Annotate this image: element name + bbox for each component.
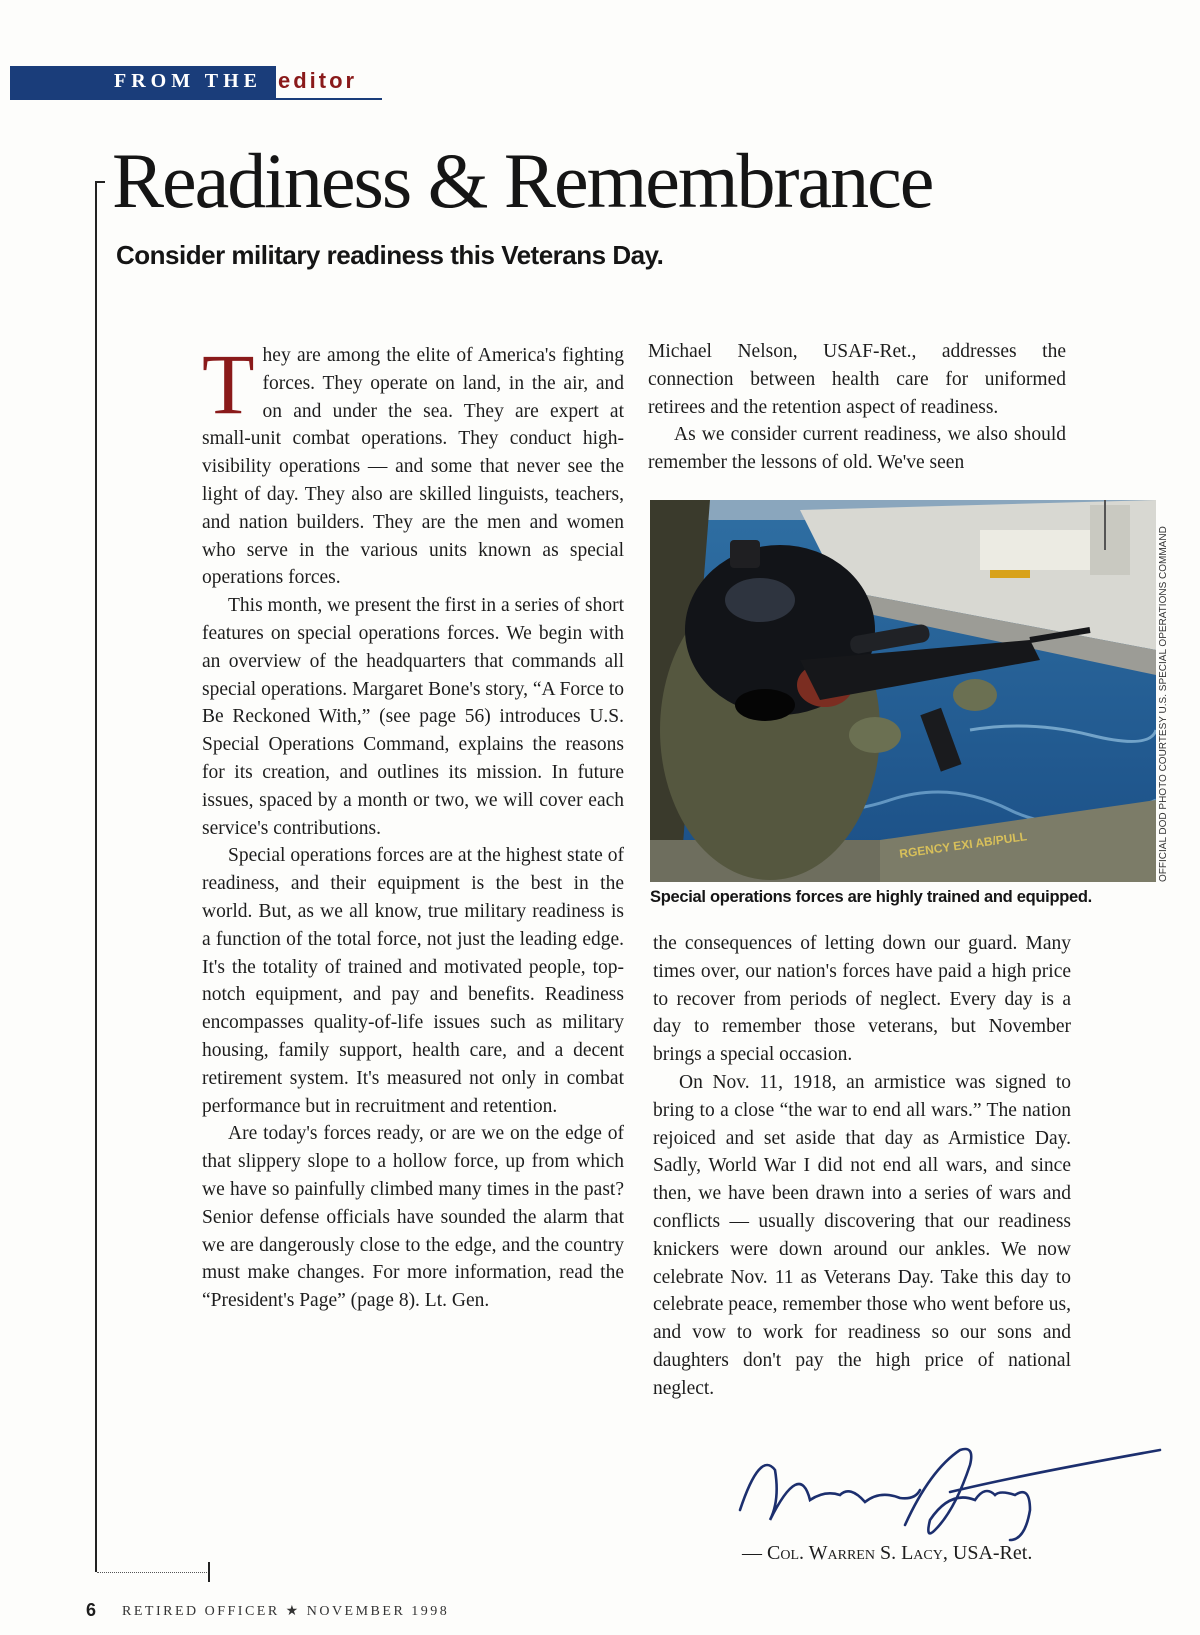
- paragraph: the consequences of letting down our guard. Many times over, our nation's forces have paid a high price to recover from periods of neglect. Every day is a day to remember those veterans, but November brings a special occasion.: [653, 933, 1071, 1066]
- article-subtitle: Consider military readiness this Veterans Day.: [116, 240, 664, 270]
- section-kicker-right: editor: [278, 68, 358, 93]
- paragraph: [202, 336, 624, 592]
- paragraph: Michael Nelson, USAF-Ret., addresses the connection between health care for uniformed retirees and the retention aspect of readiness.: [648, 341, 1066, 418]
- paragraph: As we consider current readiness, we also should remember the lessons of old. We've seen: [648, 424, 1066, 474]
- byline-name: Col. Warren S. Lacy: [767, 1542, 943, 1564]
- paragraph: This month, we present the first in a series of short features on special operations forces. We begin with an overview of the headquarters that commands all special operations. Margaret Bone's story, “A Force to Be Reckoned With,” (see page 56) introduces U.S. Special Operations Command, explains the reasons for its creation, and outlines its mission. In future issues, spaced by a month or two, we will cover each service's contributions.: [202, 595, 624, 839]
- handwritten-signature: [730, 1430, 1170, 1550]
- drop-cap: T: [202, 336, 255, 432]
- article-photo: [650, 500, 1156, 882]
- soldier-ship-illustration: [650, 500, 1156, 882]
- section-kicker-bar: [10, 66, 276, 98]
- paragraph: On Nov. 11, 1918, an armistice was signed to bring to a close “the war to end all wars.” The nation rejoiced and set aside that day as Armistice Day. Sadly, World War I did not end all wars, and since then, we have been drawn into a series of wars and conflicts — usually discovering that our readiness knickers were down around our ankles. We now celebrate Nov. 11 as Veterans Day. Take this day to celebrate peace, remember those who went before us, and vow to work for readiness so our sons and daughters don't pay the high price of national neglect.: [653, 1071, 1071, 1399]
- section-kicker-left: FROM THE: [114, 70, 262, 92]
- rule-dotted-end: [97, 1572, 207, 1573]
- paragraph: Special operations forces are at the highest state of readiness, and their equipment is the best in the world. But, as we all know, true military readiness is a function of the total force, not just the leading edge. It's the totality of trained and motivated people, top-notch equipment, and pay and benefits. Readiness encompasses quality-of-life issues such as military housing, family support, health care, and a decent retirement system. It's measured not only in combat performance but in recruitment and retention.: [202, 845, 624, 1117]
- byline-dash: —: [742, 1542, 767, 1564]
- photo-caption: Special operations forces are highly trained and equipped.: [650, 888, 1092, 906]
- page-number: 6: [86, 1600, 97, 1620]
- kicker-underline: [10, 98, 382, 100]
- body-column-right-top: [648, 338, 1066, 477]
- rule-end-tick: [208, 1562, 210, 1582]
- body-column-left: [202, 336, 624, 1315]
- paragraph: Are today's forces ready, or are we on the edge of that slippery slope to a hollow force, up from which we have so painfully climbed many times in the past? Senior defense officials have sounded the alarm that we are dangerously close to the edge, and the country must make changes. For more information, read the “President's Page” (page 8). Lt. Gen.: [202, 1123, 624, 1312]
- article-title: Readiness & Remembrance: [112, 137, 933, 224]
- body-column-right-bottom: [653, 930, 1071, 1403]
- byline: [742, 1542, 1032, 1565]
- hatch-sign: RGENCY EXI AB/PULL: [898, 829, 1028, 861]
- publication-footer: RETIRED OFFICER ★ NOVEMBER 1998: [122, 1604, 450, 1619]
- byline-suffix: , USA-Ret.: [942, 1542, 1033, 1564]
- paragraph-text: hey are among the elite of America's fighting forces. They operate on land, in the air, and on and under the sea. They are expert at small-unit combat operations. They conduct high-visibility operations — and some that never see the light of day. They also are skilled linguists, teachers, and nation builders. They are the men and women who serve in the various units known as special operations forces.: [202, 345, 624, 589]
- photo-credit: OFFICIAL DOD PHOTO COURTESY U.S. SPECIAL OPERATIONS COMMAND: [1158, 526, 1169, 882]
- vertical-rule: [95, 182, 97, 1572]
